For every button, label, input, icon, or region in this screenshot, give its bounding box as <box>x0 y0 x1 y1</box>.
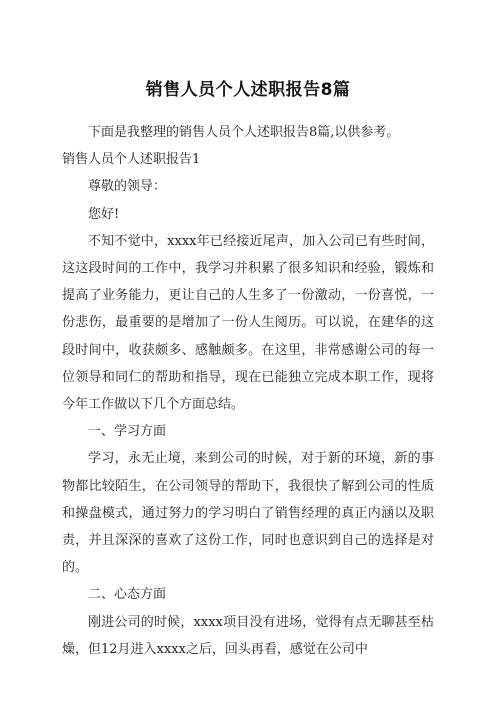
paragraph-greeting: 您好! <box>88 206 120 222</box>
paragraph-mindset: 刚进公司的时候，xxxx项目没有进场，觉得有点无聊甚至枯燥，但12月进入xxxx之后，回头再看，感觉在公司中 <box>62 614 434 657</box>
paragraph-study: 学习，永无止境，来到公司的时候，对于新的环境，新的事物都比较陌生，在公司领导的帮助下，我很快了解到公司的性质和操盘模式，通过努力的学习明白了销售经理的真正内涵以及职责，并且深深的喜欢了这份工作，同时也意识到自己的选择是对的。 <box>62 451 434 576</box>
paragraph-intro: 下面是我整理的销售人员个人述职报告8篇,以供参考。 <box>88 125 400 140</box>
section-heading-mindset: 二、心态方面 <box>88 587 167 603</box>
section-heading-report-1: 销售人员个人述职报告1 <box>62 152 201 168</box>
paragraph-overview: 不知不觉中，xxxx年已经接近尾声，加入公司已有些时间，这这段时间的工作中，我学习并积累了很多知识和经验，锻炼和提高了业务能力，更让自己的人生多了一份激动，一份喜悦，一份悲伤，最重要的是增加了一份人生阅历。可以说，在建华的这段时间中，收获颇多、感触颇多。在这里，非常感谢公司的每一位领导和同仁的帮助和指导，现在已能独立完成本职工作，现将今年工作做以下几个方面总结。 <box>62 233 434 413</box>
document-title: 销售人员个人述职报告8篇 <box>145 80 351 100</box>
document-body <box>62 119 434 663</box>
section-heading-study: 一、学习方面 <box>88 424 167 440</box>
paragraph-salutation: 尊敬的领导： <box>88 179 167 195</box>
